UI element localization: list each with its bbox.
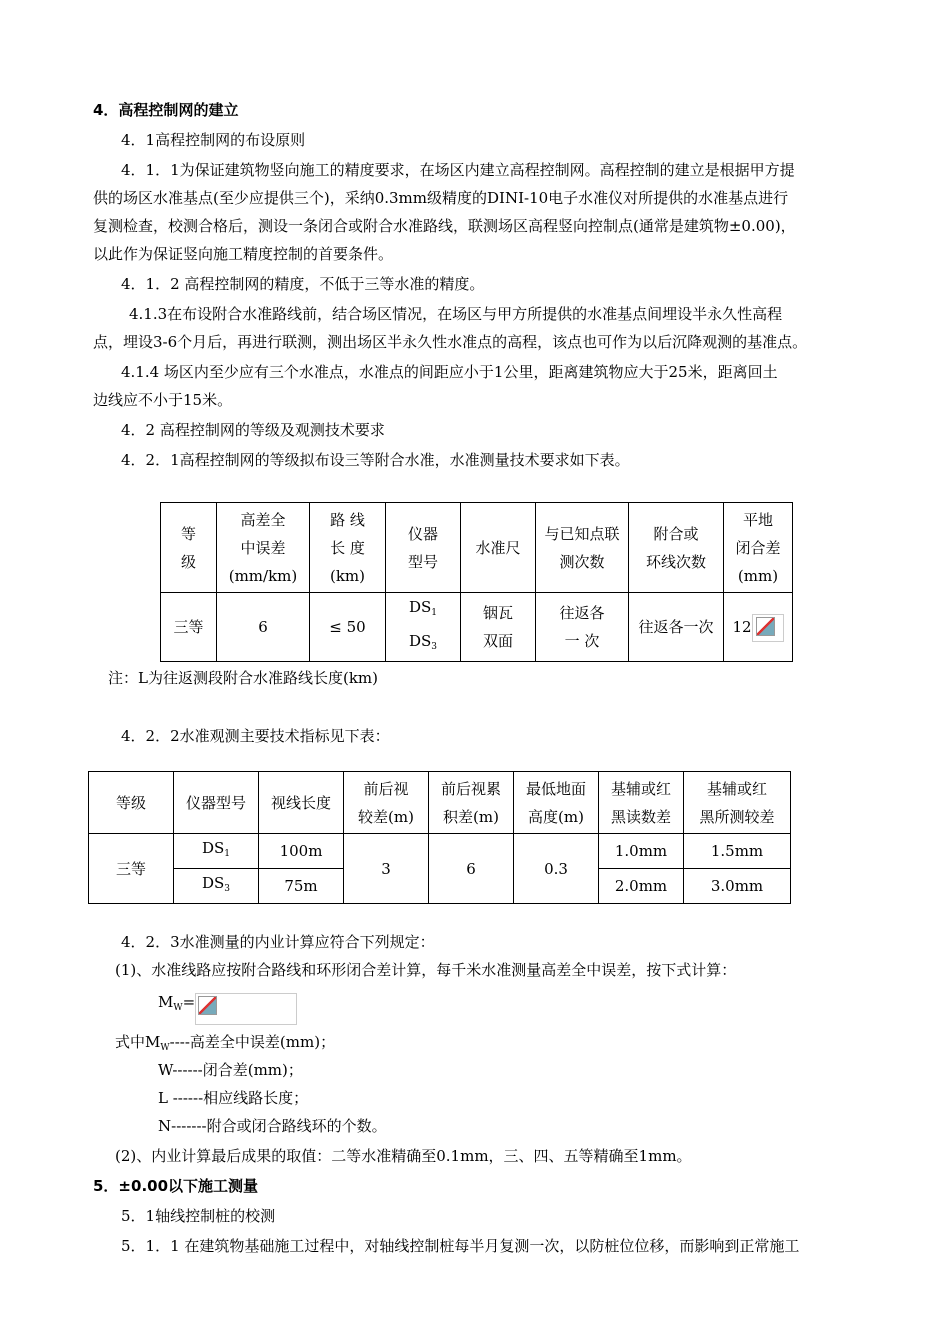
- header-reading-difference: 基辅或红 黑读数差: [599, 772, 684, 834]
- section-4-heading: 4．高程控制网的建立: [93, 101, 239, 119]
- table-header-row: [161, 503, 793, 593]
- header-instrument-model: 仪器型号: [174, 772, 259, 834]
- table-row: [89, 834, 791, 869]
- observation-indicators-table: [88, 771, 791, 904]
- header-known-point-times: 与已知点联 测次数: [536, 503, 629, 593]
- paragraph-4-1-1-line-1: 4．1．1为保证建筑物竖向施工的精度要求，在场区内建立高程控制网。高程控制的建立是根据甲方提: [121, 161, 795, 179]
- subsection-4-1-heading: 4．1高程控制网的布设原则: [121, 131, 306, 149]
- subsection-5-1-heading: 5．1轴线控制桩的校测: [121, 1207, 276, 1225]
- cell-height-error: 6: [217, 593, 310, 662]
- paragraph-4-1-1-line-2: 供的场区水准基点(至少应提供三个)，采纳0.3mm级精度的DINI-10电子水准仪对所提供的水准基点进行: [93, 189, 789, 207]
- broken-image-icon: [198, 996, 217, 1015]
- section-5-heading: 5．±0.00以下施工测量: [93, 1177, 259, 1195]
- paragraph-4-2-3: 4．2．3水准测量的内业计算应符合下列规定：: [121, 933, 435, 951]
- definition-l: L ------相应线路长度；: [158, 1089, 309, 1107]
- cell-route-length: ≤ 50: [310, 593, 386, 662]
- table-row: [161, 593, 793, 662]
- cell-accumulated-difference: 6: [429, 834, 514, 904]
- cell-grade: 三等: [161, 593, 217, 662]
- definition-w: W------闭合差(mm)；: [158, 1061, 303, 1079]
- cell-measured-difference: 3.0mm: [684, 869, 791, 904]
- cell-sight-difference: 3: [344, 834, 429, 904]
- header-instrument-model: 仪器 型号: [386, 503, 461, 593]
- cell-min-ground-height: 0.3: [514, 834, 599, 904]
- cell-reading-difference: 1.0mm: [599, 834, 684, 869]
- cell-loop-times: 往返各一次: [629, 593, 724, 662]
- cell-staff: 铟瓦 双面: [461, 593, 536, 662]
- paragraph-4-1-3-line-1: 4.1.3在布设附合水准路线前，结合场区情况，在场区与甲方所提供的水准基点间埋设半永久性高程: [129, 305, 783, 323]
- cell-sight-length: 75m: [259, 869, 344, 904]
- header-grade: 等级: [89, 772, 174, 834]
- paragraph-4-2-2: 4．2．2水准观测主要技术指标见下表：: [121, 727, 390, 745]
- paragraph-4-1-1-line-4: 以此作为保证竖向施工精度控制的首要条件。: [93, 245, 394, 263]
- header-closure-error: 平地 闭合差 (mm): [724, 503, 793, 593]
- paragraph-4-1-1-line-3: 复测检查，校测合格后，测设一条闭合或附合水准路线，联测场区高程竖向控制点(通常是建筑物±0.00)，: [93, 217, 796, 235]
- cell-sight-length: 100m: [259, 834, 344, 869]
- header-min-ground-height: 最低地面 高度(m): [514, 772, 599, 834]
- formula-mw: $M_W=$: [158, 992, 297, 1025]
- paragraph-4-1-2: 4．1．2 高程控制网的精度，不低于三等水准的精度。: [121, 275, 485, 293]
- header-loop-times: 附合或 环线次数: [629, 503, 724, 593]
- header-accumulated-difference: 前后视累 积差(m): [429, 772, 514, 834]
- header-sight-difference: 前后视 较差(m): [344, 772, 429, 834]
- definition-n: N-------附合或闭合路线环的个数。: [158, 1117, 387, 1135]
- table-1-note: 注：L为往返测段附合水准路线长度(km): [108, 669, 378, 687]
- header-route-length: 路 线 长 度 (km): [310, 503, 386, 593]
- header-measured-difference: 基辅或红 黑所测较差: [684, 772, 791, 834]
- paragraph-4-2-1: 4．2．1高程控制网的等级拟布设三等附合水准，水准测量技术要求如下表。: [121, 451, 630, 469]
- paragraph-4-1-4-line-2: 边线应不小于15米。: [93, 391, 233, 409]
- header-staff: 水准尺: [461, 503, 536, 593]
- paragraph-4-1-3-line-2: 点，埋设3-6个月后，再进行联测，测出场区半永久性水准点的高程，该点也可作为以后沉降观测的基准点。: [93, 333, 808, 351]
- paragraph-4-1-4-line-1: 4.1.4 场区内至少应有三个水准点，水准点的间距应小于1公里，距离建筑物应大于25米，距离回土: [121, 363, 778, 381]
- cell-grade: 三等: [89, 834, 174, 904]
- formula-image: [752, 614, 784, 642]
- subsection-4-2-heading: 4．2 高程控制网的等级及观测技术要求: [121, 421, 385, 439]
- definition-mw: 式中$M_W----$高差全中误差(mm)；: [115, 1033, 336, 1053]
- cell-known-point-times: 往返各 一 次: [536, 593, 629, 662]
- calculation-rule-2: (2)、内业计算最后成果的取值：二等水准精确至0.1mm，三、四、五等精确至1mm。: [115, 1147, 692, 1165]
- cell-instrument: $DS_1$ $DS_3$: [386, 593, 461, 662]
- calculation-rule-1: (1)、水准线路应按附合路线和环形闭合差计算，每千米水准测量高差全中误差，按下式计算：: [115, 961, 737, 979]
- cell-reading-difference: 2.0mm: [599, 869, 684, 904]
- header-sight-length: 视线长度: [259, 772, 344, 834]
- cell-instrument: $DS_3$: [174, 869, 259, 904]
- leveling-requirements-table: [160, 502, 793, 662]
- cell-measured-difference: 1.5mm: [684, 834, 791, 869]
- cell-closure-error: 12: [724, 593, 793, 662]
- broken-image-icon: [756, 617, 775, 636]
- header-height-error: 高差全 中误差 (mm/km): [217, 503, 310, 593]
- header-grade: 等 级: [161, 503, 217, 593]
- paragraph-5-1-1: 5．1．1 在建筑物基础施工过程中，对轴线控制桩每半月复测一次，以防桩位位移，而影响到正常施工: [121, 1237, 800, 1255]
- formula-image: [195, 993, 297, 1025]
- cell-instrument: $DS_1$: [174, 834, 259, 869]
- table-header-row: [89, 772, 791, 834]
